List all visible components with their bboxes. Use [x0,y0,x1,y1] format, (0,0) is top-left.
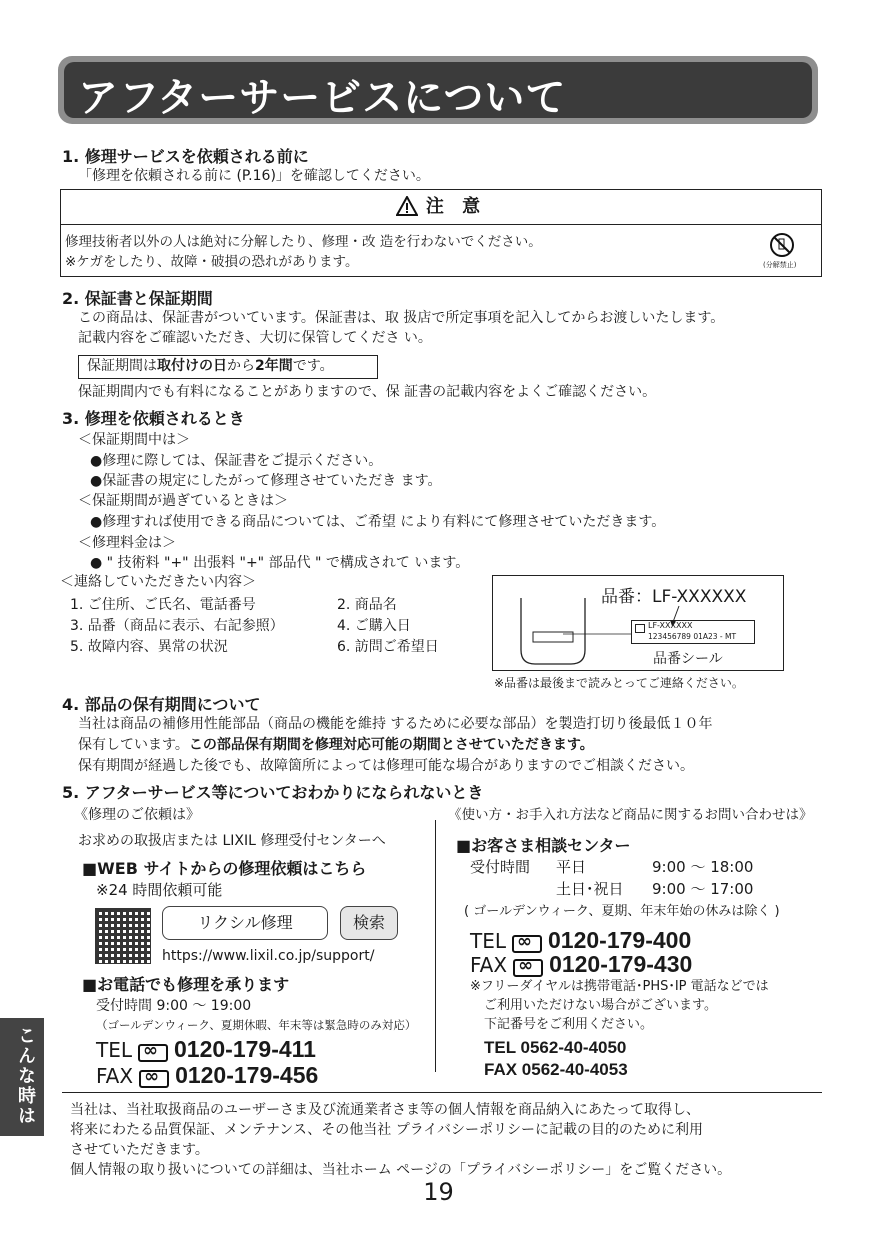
contact-item-1: 1. ご住所、ご氏名、電話番号 [70,597,256,613]
privacy-line-3: させていただきます。 [70,1142,209,1158]
freedial-icon [513,959,543,977]
part-number-diagram [492,575,784,671]
center-tel-number: 0120-179-400 [548,927,692,953]
sticker-line-1: LF-XXXXXX [648,621,693,630]
no-disassembly-icon [769,232,795,258]
page-number: 19 [423,1178,454,1206]
part-number-label: 品番：LF-XXXXXX [601,587,747,607]
repair-tel-number: 0120-179-411 [174,1036,316,1062]
center-fax-row [470,951,692,978]
repair-request-heading: 《修理のご依頼は》 [74,807,200,823]
side-tab-label: こんな時は [15,1026,36,1126]
sticker-illustration [631,620,755,644]
sticker-line-2: 123456789 01A23 - MT [648,632,737,641]
center-fax-alt: FAX 0562-40-4053 [484,1060,628,1079]
caution-header [61,190,821,225]
section-3-line-8: ＜連絡していただきたい内容＞ [60,574,256,590]
repair-fax-label: FAX [96,1064,134,1088]
column-divider [435,820,436,1072]
contact-item-3: 3. 品番（商品に表示、右記参照） [70,618,284,634]
section-2-line-1: この商品は、保証書がついています。保証書は、取 扱店で所定事項を記入してからお渡しいたします。 [78,310,725,326]
repair-request-text: お求めの取扱店または LIXIL 修理受付センターへ [78,833,386,849]
page-title: アフターサービスについて [78,75,567,121]
weekday-label: 平日 [556,858,587,876]
repair-fax-row [96,1062,318,1089]
section-3-line-3: ●保証書の規定にしたがって修理させていただき ます。 [90,473,442,489]
section-3-line-2: ●修理に際しては、保証書をご提示ください。 [90,453,383,469]
sticker-label: 品番シール [653,651,723,667]
freedial-icon [512,935,542,953]
section-3-line-6: ＜修理料金は＞ [78,535,176,551]
repair-tel-row [96,1036,316,1063]
warning-icon [396,196,418,216]
contact-item-6: 6. 訪問ご希望日 [337,639,439,655]
section-4-line-2b: この部品保有期間を修理対応可能の期間とさせていただきます。 [188,737,594,753]
section-4-line-2a: 保有しています。 [78,737,189,753]
section-4-heading: 4. 部品の保有期間について [62,695,261,714]
section-3-line-7: ● " 技術料 "+" 出張料 "+" 部品代 " で構成されて います。 [90,555,470,571]
freedial-note-3: 下記番号をご利用ください。 [484,1017,654,1032]
search-button[interactable] [340,906,398,940]
section-5-heading: 5. アフターサービス等についておわかりになられないとき [62,783,484,802]
caution-title: 注 意 [425,196,487,217]
contact-item-2: 2. 商品名 [337,597,397,613]
center-hours-label: 受付時間 [470,858,531,876]
privacy-line-1: 当社は、当社取扱商品のユーザーさま及び流通業者さま等の個人情報を商品納入にあたって取得し、 [70,1102,700,1118]
caution-line-2: ※ケガをしたり、故障・破損の恐れがあります。 [65,254,359,270]
section-4-line-1: 当社は商品の補修用性能部品（商品の機能を維持 するために必要な部品）を製造打切り後最低１０年 [78,716,713,732]
warranty-text-a: 保証期間は [87,358,157,374]
title-banner [58,56,818,124]
repair-fax-number: 0120-179-456 [175,1062,319,1088]
privacy-line-2: 将来にわたる品質保証、メンテナンス、その他当社 プライバシーポリシーに記載の目的のために利用 [70,1122,704,1138]
privacy-line-4: 個人情報の取り扱いについての詳細は、当社ホーム ページの「プライバシーポリシー」をご覧ください。 [70,1162,732,1178]
phone-repair-heading: ■お電話でも修理を承ります [82,975,290,994]
section-2-heading: 2. 保証書と保証期間 [62,289,213,308]
repair-hours: 受付時間 9:00 ～ 19:00 [96,998,252,1014]
search-box[interactable] [162,906,328,940]
section-3-line-5: ●修理すれば使用できる商品については、ご希望 により有料にて修理させていただきます。 [90,514,666,530]
warranty-text-e: です。 [292,358,334,374]
center-tel-row [470,927,691,954]
section-4-line-2 [78,735,594,755]
center-tel-alt: TEL 0562-40-4050 [484,1038,627,1057]
section-2-line-2: 記載内容をご確認いただき、大切に保管してくださ い。 [78,330,432,346]
center-fax-number: 0120-179-430 [549,951,693,977]
web-repair-heading: ■WEB サイトからの修理依頼はこちら [82,859,367,878]
freedial-icon [139,1070,169,1088]
warranty-text-d: 2年間 [255,358,293,374]
search-button-label: 検索 [352,913,385,932]
no-disassembly-label: (分解禁止) [763,261,797,269]
search-box-text: リクシル修理 [197,913,293,932]
contact-item-5: 5. 故障内容、異常の状況 [70,639,228,655]
side-tab[interactable] [0,1018,44,1136]
inquiry-heading: 《使い方・お手入れ方法など商品に関するお問い合わせは》 [448,807,813,823]
title-banner-inner [64,62,812,121]
repair-hours-note: （ゴールデンウィーク、夏期休暇、年末等は緊急時のみ対応） [96,1018,417,1032]
section-3-heading: 3. 修理を依頼されるとき [62,409,245,428]
support-url[interactable]: https://www.lixil.co.jp/support/ [162,948,375,964]
weekday-hours: 9:00 ～ 18:00 [652,858,754,876]
web-repair-sub: ※24 時間依頼可能 [96,881,223,899]
center-fax-label: FAX [470,953,508,977]
qr-code[interactable] [95,908,151,964]
weekend-label: 土日･祝日 [556,880,624,898]
customer-center-heading: ■お客さま相談センター [456,836,631,855]
center-tel-label: TEL [470,929,506,953]
freedial-note-1: ※フリーダイヤルは携帯電話･PHS･IP 電話などでは [470,979,769,994]
section-1-text: 「修理を依頼される前に (P.16)」を確認してください。 [78,168,430,184]
caution-box [60,189,822,277]
part-number-note: ※品番は最後まで読みとってご連絡ください。 [494,676,744,690]
weekend-hours: 9:00 ～ 17:00 [652,880,754,898]
center-holiday-note: ( ゴールデンウィーク、夏期、年末年始の休みは除く ) [464,904,780,919]
section-1-heading: 1. 修理サービスを依頼される前に [62,147,309,166]
contact-item-4: 4. ご購入日 [337,618,411,634]
sticker-mark [635,624,645,633]
freedial-icon [138,1044,168,1062]
section-3-line-4: ＜保証期間が過ぎているときは＞ [78,493,288,509]
caution-line-1: 修理技術者以外の人は絶対に分解したり、修理・改 造を行わないでください。 [65,234,542,250]
warranty-text-c: から [227,358,255,374]
warranty-period-box [78,355,378,379]
section-4-line-3: 保有期間が経過した後でも、故障箇所によっては修理可能な場合がありますのでご相談ください。 [78,758,694,774]
warranty-text-b: 取付けの日 [157,358,227,374]
section-2-line-3: 保証期間内でも有料になることがありますので、保 証書の記載内容をよくご確認ください。 [78,384,657,400]
freedial-note-2: ご利用いただけない場合がございます。 [484,998,717,1013]
section-3-line-1: ＜保証期間中は＞ [78,432,190,448]
repair-tel-label: TEL [96,1038,132,1062]
privacy-divider [62,1092,822,1093]
